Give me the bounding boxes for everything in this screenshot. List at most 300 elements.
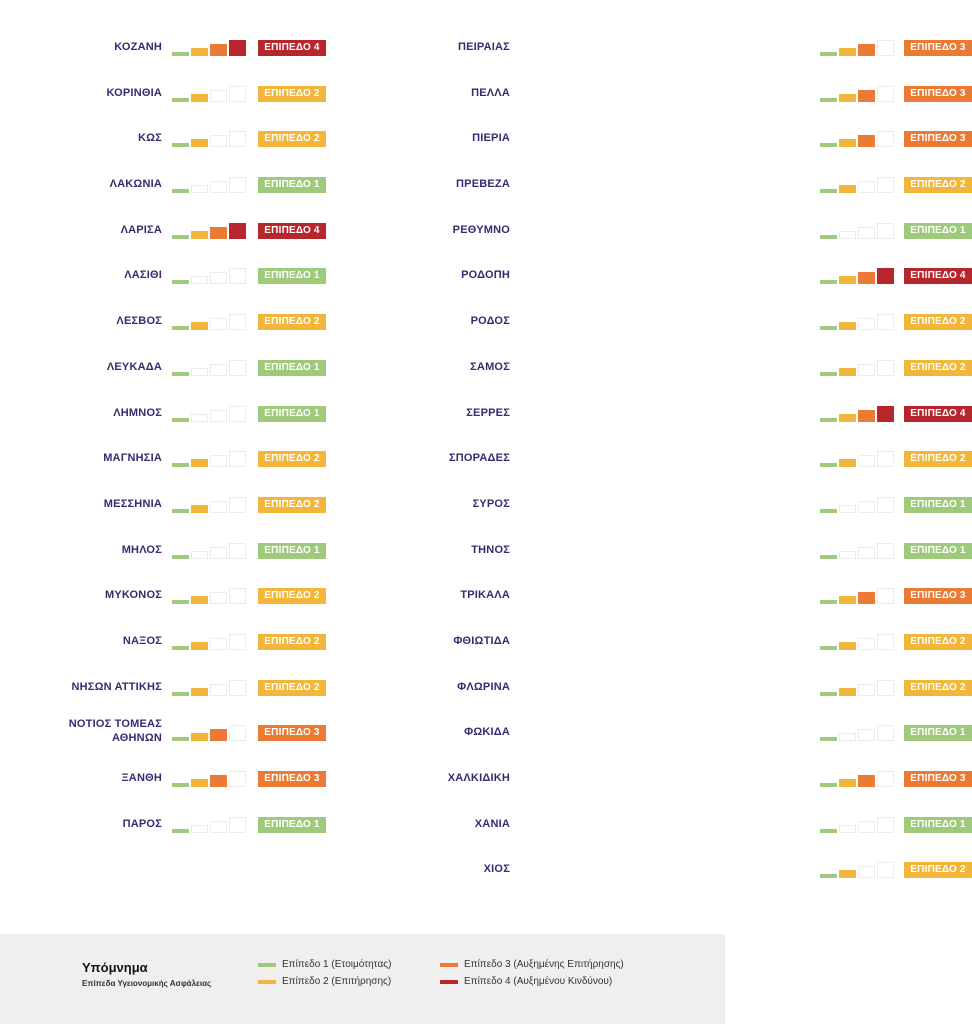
region-row xyxy=(330,26,966,72)
level-meter-segment-3 xyxy=(210,44,227,56)
region-name: ΞΑΝΘΗ xyxy=(121,772,162,784)
level-meter-segment-1 xyxy=(172,463,189,467)
level-meter-segment-4 xyxy=(229,543,246,559)
region-row xyxy=(330,529,966,575)
level-meter-segment-3 xyxy=(858,181,875,193)
level-meter-segment-4 xyxy=(229,360,246,376)
level-meter-segment-3 xyxy=(210,592,227,604)
region-row xyxy=(330,666,966,712)
region-name: ΣΥΡΟΣ xyxy=(472,497,510,510)
level-meter-segment-2 xyxy=(839,139,856,147)
level-meter-segment-4 xyxy=(877,543,894,559)
level-meter-segment-2 xyxy=(839,825,856,833)
level-meter-segment-4 xyxy=(877,817,894,833)
region-row xyxy=(0,803,330,849)
region-row xyxy=(330,848,966,894)
region-name: ΜΑΓΝΗΣΙΑ xyxy=(103,452,162,465)
level-meter-segment-4 xyxy=(877,725,894,741)
region-row xyxy=(0,574,330,620)
region-row xyxy=(0,72,330,118)
level-meter-segment-2 xyxy=(191,825,208,833)
level-meter-segment-1 xyxy=(172,235,189,239)
level-meter-segment-2 xyxy=(839,779,856,787)
level-meter-segment-2 xyxy=(839,688,856,696)
level-meter-segment-3 xyxy=(858,821,875,833)
region-row xyxy=(330,803,966,849)
region-name: ΤΡΙΚΑΛΑ xyxy=(460,589,510,602)
region-row xyxy=(330,163,966,209)
level-badge: ΕΠΙΠΕΔΟ 2 xyxy=(258,634,326,650)
level-meter-segment-2 xyxy=(191,688,208,696)
level-meter-segment-4 xyxy=(877,314,894,330)
region-row xyxy=(330,254,966,300)
level-meter xyxy=(172,264,246,284)
level-meter xyxy=(820,36,894,56)
region-name: ΚΩΣ xyxy=(138,132,162,145)
level-badge: ΕΠΙΠΕΔΟ 2 xyxy=(904,862,972,878)
region-row xyxy=(330,209,966,255)
region-row xyxy=(0,437,330,483)
level-meter-segment-4 xyxy=(877,223,894,239)
level-meter-segment-3 xyxy=(210,90,227,102)
level-meter-segment-2 xyxy=(839,459,856,467)
level-meter-segment-4 xyxy=(877,451,894,467)
region-row xyxy=(330,346,966,392)
level-meter-segment-4 xyxy=(229,497,246,513)
level-meter-segment-3 xyxy=(210,547,227,559)
region-row xyxy=(0,620,330,666)
level-meter-segment-1 xyxy=(820,829,837,833)
region-name: ΠΕΙΡΑΙΑΣ xyxy=(457,41,510,53)
level-meter xyxy=(172,36,246,56)
region-row xyxy=(0,300,330,346)
level-meter-segment-1 xyxy=(172,783,189,787)
level-meter xyxy=(172,584,246,604)
level-meter-segment-4 xyxy=(877,177,894,193)
level-meter xyxy=(172,767,246,787)
level-meter xyxy=(820,402,894,422)
level-meter-segment-2 xyxy=(839,642,856,650)
region-name: ΛΑΚΩΝΙΑ xyxy=(109,178,162,191)
region-name: ΜΗΛΟΣ xyxy=(121,543,162,556)
level-meter xyxy=(820,310,894,330)
region-row xyxy=(330,711,966,757)
level-2-swatch xyxy=(258,980,276,984)
level-badge: ΕΠΙΠΕΔΟ 2 xyxy=(258,680,326,696)
level-meter-segment-2 xyxy=(839,551,856,559)
region-row xyxy=(330,574,966,620)
level-badge: ΕΠΙΠΕΔΟ 2 xyxy=(904,634,972,650)
level-meter-segment-4 xyxy=(229,588,246,604)
region-name: ΦΩΚΙΔΑ xyxy=(464,726,510,739)
level-badge: ΕΠΙΠΕΔΟ 1 xyxy=(258,817,326,833)
level-badge: ΕΠΙΠΕΔΟ 4 xyxy=(258,40,326,56)
region-row xyxy=(330,483,966,529)
level-badge: ΕΠΙΠΕΔΟ 2 xyxy=(258,86,326,102)
level-meter-segment-3 xyxy=(210,410,227,422)
level-meter-segment-3 xyxy=(210,364,227,376)
level-badge: ΕΠΙΠΕΔΟ 2 xyxy=(904,177,972,193)
level-meter xyxy=(820,356,894,376)
level-meter-segment-4 xyxy=(877,268,894,284)
level-meter-segment-1 xyxy=(172,52,189,56)
level-meter-segment-2 xyxy=(191,276,208,284)
level-meter xyxy=(172,82,246,102)
level-meter-segment-2 xyxy=(191,139,208,147)
level-meter-segment-3 xyxy=(210,135,227,147)
legend-label: Επίπεδο 3 (Αυξημένης Επιτήρησης) xyxy=(464,959,624,970)
level-badge: ΕΠΙΠΕΔΟ 1 xyxy=(904,543,972,559)
level-meter-segment-3 xyxy=(210,684,227,696)
level-meter xyxy=(172,630,246,650)
level-meter xyxy=(172,356,246,376)
level-meter-segment-1 xyxy=(820,463,837,467)
level-meter xyxy=(820,447,894,467)
level-meter-segment-1 xyxy=(172,326,189,330)
region-row xyxy=(0,163,330,209)
level-badge: ΕΠΙΠΕΔΟ 2 xyxy=(904,680,972,696)
region-name: ΝΑΞΟΣ xyxy=(122,634,162,647)
level-meter-segment-2 xyxy=(839,368,856,376)
level-meter-segment-2 xyxy=(191,185,208,193)
level-meter-segment-4 xyxy=(877,771,894,787)
level-badge: ΕΠΙΠΕΔΟ 4 xyxy=(258,223,326,239)
level-badge: ΕΠΙΠΕΔΟ 4 xyxy=(904,268,972,284)
level-badge: ΕΠΙΠΕΔΟ 1 xyxy=(258,360,326,376)
level-meter-segment-2 xyxy=(191,48,208,56)
level-meter-segment-3 xyxy=(210,227,227,239)
right-column xyxy=(330,26,966,894)
level-badge: ΕΠΙΠΕΔΟ 2 xyxy=(258,314,326,330)
level-meter-segment-2 xyxy=(839,185,856,193)
region-row xyxy=(330,620,966,666)
level-meter xyxy=(820,721,894,741)
legend-subtitle: Επίπεδα Υγειονομικής Ασφάλειας xyxy=(82,979,212,988)
level-meter xyxy=(820,858,894,878)
level-meter-segment-3 xyxy=(858,501,875,513)
region-name: ΡΟΔΟΣ xyxy=(470,315,510,328)
region-name: ΝΗΣΩΝ ΑΤΤΙΚΗΣ xyxy=(71,680,162,693)
region-row xyxy=(0,346,330,392)
level-meter-segment-2 xyxy=(191,596,208,604)
level-badge: ΕΠΙΠΕΔΟ 1 xyxy=(904,497,972,513)
level-meter-segment-1 xyxy=(820,509,837,513)
region-name: ΣΕΡΡΕΣ xyxy=(466,406,510,419)
level-meter-segment-3 xyxy=(858,455,875,467)
level-meter xyxy=(820,630,894,650)
legend xyxy=(0,934,725,1024)
level-meter-segment-3 xyxy=(858,410,875,422)
level-meter-segment-1 xyxy=(820,418,837,422)
legend-item-level-3 xyxy=(440,959,624,970)
level-meter-segment-2 xyxy=(191,779,208,787)
level-meter xyxy=(820,493,894,513)
level-meter-segment-2 xyxy=(839,322,856,330)
level-meter xyxy=(172,721,246,741)
level-meter-segment-1 xyxy=(172,555,189,559)
level-meter-segment-1 xyxy=(820,737,837,741)
level-badge: ΕΠΙΠΕΔΟ 2 xyxy=(258,451,326,467)
region-row xyxy=(330,437,966,483)
level-badge: ΕΠΙΠΕΔΟ 3 xyxy=(258,771,326,787)
level-meter-segment-1 xyxy=(820,692,837,696)
region-row xyxy=(0,254,330,300)
region-name: ΠΕΛΛΑ xyxy=(471,86,510,99)
level-meter-segment-4 xyxy=(877,360,894,376)
level-meter-segment-4 xyxy=(229,86,246,102)
region-name: ΤΗΝΟΣ xyxy=(471,543,510,556)
level-badge: ΕΠΙΠΕΔΟ 2 xyxy=(904,451,972,467)
level-meter-segment-1 xyxy=(820,326,837,330)
legend-label: Επίπεδο 4 (Αυξημένου Κινδύνου) xyxy=(464,976,613,987)
level-meter-segment-2 xyxy=(191,322,208,330)
level-3-swatch xyxy=(440,963,458,967)
level-meter-segment-2 xyxy=(839,596,856,604)
region-row xyxy=(0,666,330,712)
level-meter-segment-1 xyxy=(820,143,837,147)
level-meter-segment-3 xyxy=(210,272,227,284)
level-meter-segment-4 xyxy=(877,406,894,422)
level-meter-segment-1 xyxy=(172,98,189,102)
region-row xyxy=(0,392,330,438)
legend-title: Υπόμνημα xyxy=(82,960,148,975)
level-badge: ΕΠΙΠΕΔΟ 2 xyxy=(904,360,972,376)
level-meter xyxy=(820,767,894,787)
level-badge: ΕΠΙΠΕΔΟ 1 xyxy=(904,223,972,239)
level-meter-segment-3 xyxy=(858,44,875,56)
level-badge: ΕΠΙΠΕΔΟ 1 xyxy=(258,268,326,284)
level-meter-segment-2 xyxy=(839,505,856,513)
region-name: ΛΑΣΙΘΙ xyxy=(124,269,162,282)
level-meter-segment-1 xyxy=(172,737,189,741)
level-meter-segment-3 xyxy=(210,455,227,467)
level-meter-segment-1 xyxy=(172,418,189,422)
level-meter xyxy=(820,676,894,696)
region-name: ΡΟΔΟΠΗ xyxy=(461,269,510,282)
level-meter-segment-1 xyxy=(820,555,837,559)
level-meter-segment-2 xyxy=(839,870,856,878)
level-meter xyxy=(172,219,246,239)
region-name: ΧΙΟΣ xyxy=(483,863,510,876)
level-meter-segment-3 xyxy=(858,592,875,604)
level-meter xyxy=(172,493,246,513)
level-1-swatch xyxy=(258,963,276,967)
region-row xyxy=(330,117,966,163)
level-meter-segment-4 xyxy=(229,634,246,650)
level-badge: ΕΠΙΠΕΔΟ 1 xyxy=(258,543,326,559)
region-name: ΛΗΜΝΟΣ xyxy=(113,406,162,419)
level-meter-segment-1 xyxy=(172,646,189,650)
left-column xyxy=(0,26,330,848)
level-meter-segment-1 xyxy=(820,98,837,102)
region-row xyxy=(330,72,966,118)
level-meter-segment-4 xyxy=(229,131,246,147)
level-badge: ΕΠΙΠΕΔΟ 3 xyxy=(904,771,972,787)
level-meter-segment-2 xyxy=(191,642,208,650)
level-meter xyxy=(820,219,894,239)
level-meter-segment-2 xyxy=(191,459,208,467)
level-meter-segment-2 xyxy=(191,733,208,741)
level-badge: ΕΠΙΠΕΔΟ 1 xyxy=(258,177,326,193)
level-badge: ΕΠΙΠΕΔΟ 2 xyxy=(258,497,326,513)
region-row xyxy=(0,757,330,803)
level-4-swatch xyxy=(440,980,458,984)
level-meter-segment-4 xyxy=(229,177,246,193)
region-name: ΜΥΚΟΝΟΣ xyxy=(105,589,162,602)
level-meter-segment-4 xyxy=(229,314,246,330)
region-name: ΝΟΤΙΟΣ ΤΟΜΕΑΣ ΑΘΗΝΩΝ xyxy=(68,718,162,745)
level-meter-segment-3 xyxy=(858,227,875,239)
level-meter-segment-3 xyxy=(858,318,875,330)
region-row xyxy=(330,392,966,438)
region-name: ΚΟΡΙΝΘΙΑ xyxy=(106,86,162,99)
level-meter-segment-3 xyxy=(210,318,227,330)
level-meter-segment-4 xyxy=(229,680,246,696)
level-meter-segment-3 xyxy=(858,866,875,878)
region-row xyxy=(0,209,330,255)
level-meter-segment-2 xyxy=(839,276,856,284)
level-meter-segment-3 xyxy=(858,90,875,102)
level-meter-segment-2 xyxy=(191,94,208,102)
level-meter-segment-1 xyxy=(172,829,189,833)
region-name: ΜΕΣΣΗΝΙΑ xyxy=(103,497,162,510)
level-meter-segment-1 xyxy=(820,372,837,376)
region-name: ΠΑΡΟΣ xyxy=(122,817,162,830)
region-row xyxy=(330,757,966,803)
level-meter-segment-3 xyxy=(858,638,875,650)
level-meter xyxy=(172,402,246,422)
level-meter-segment-1 xyxy=(820,235,837,239)
level-meter-segment-4 xyxy=(877,86,894,102)
region-name: ΚΟΖΑΝΗ xyxy=(114,41,162,53)
level-badge: ΕΠΙΠΕΔΟ 3 xyxy=(258,725,326,741)
region-row xyxy=(0,483,330,529)
level-meter-segment-1 xyxy=(172,692,189,696)
level-meter-segment-1 xyxy=(172,280,189,284)
level-meter xyxy=(820,82,894,102)
level-meter-segment-3 xyxy=(210,501,227,513)
level-meter-segment-1 xyxy=(172,600,189,604)
level-meter-segment-1 xyxy=(172,143,189,147)
level-meter-segment-2 xyxy=(191,368,208,376)
level-meter-segment-4 xyxy=(877,862,894,878)
region-name: ΛΕΣΒΟΣ xyxy=(116,315,162,328)
level-meter-segment-3 xyxy=(858,547,875,559)
level-meter-segment-1 xyxy=(172,372,189,376)
level-meter xyxy=(820,813,894,833)
level-meter-segment-2 xyxy=(839,94,856,102)
level-meter-segment-3 xyxy=(858,135,875,147)
level-meter-segment-4 xyxy=(229,406,246,422)
level-meter-segment-4 xyxy=(229,725,246,741)
level-meter-segment-3 xyxy=(210,775,227,787)
level-meter-segment-1 xyxy=(820,874,837,878)
level-meter-segment-3 xyxy=(210,638,227,650)
legend-label: Επίπεδο 1 (Ετοιμότητας) xyxy=(282,959,392,970)
level-meter-segment-1 xyxy=(820,783,837,787)
legend-item-level-4 xyxy=(440,976,612,987)
level-badge: ΕΠΙΠΕΔΟ 2 xyxy=(904,314,972,330)
level-meter xyxy=(172,127,246,147)
region-row xyxy=(330,300,966,346)
level-meter-segment-3 xyxy=(858,729,875,741)
level-meter-segment-3 xyxy=(210,729,227,741)
level-meter-segment-4 xyxy=(877,131,894,147)
level-badge: ΕΠΙΠΕΔΟ 1 xyxy=(904,817,972,833)
level-meter-segment-2 xyxy=(191,231,208,239)
level-meter-segment-4 xyxy=(877,634,894,650)
legend-item-level-2 xyxy=(258,976,391,987)
level-meter xyxy=(172,539,246,559)
level-badge: ΕΠΙΠΕΔΟ 2 xyxy=(258,131,326,147)
legend-label: Επίπεδο 2 (Επιτήρησης) xyxy=(282,976,392,987)
level-meter xyxy=(172,447,246,467)
level-meter-segment-3 xyxy=(858,364,875,376)
level-meter-segment-3 xyxy=(858,775,875,787)
level-meter-segment-4 xyxy=(229,223,246,239)
region-name: ΧΑΛΚΙΔΙΚΗ xyxy=(447,772,510,784)
level-meter-segment-3 xyxy=(210,821,227,833)
level-badge: ΕΠΙΠΕΔΟ 3 xyxy=(904,131,972,147)
region-name: ΛΑΡΙΣΑ xyxy=(120,223,162,236)
level-meter xyxy=(172,310,246,330)
region-name: ΦΛΩΡΙΝΑ xyxy=(457,680,510,693)
level-meter-segment-2 xyxy=(191,551,208,559)
region-name: ΠΙΕΡΙΑ xyxy=(472,132,510,145)
level-badge: ΕΠΙΠΕΔΟ 3 xyxy=(904,588,972,604)
level-meter-segment-3 xyxy=(858,684,875,696)
level-meter-segment-2 xyxy=(839,48,856,56)
level-meter-segment-2 xyxy=(191,414,208,422)
level-meter xyxy=(172,676,246,696)
level-badge: ΕΠΙΠΕΔΟ 3 xyxy=(904,86,972,102)
region-name: ΣΑΜΟΣ xyxy=(470,360,510,373)
region-row xyxy=(0,711,330,757)
level-meter-segment-3 xyxy=(858,272,875,284)
level-badge: ΕΠΙΠΕΔΟ 1 xyxy=(904,725,972,741)
region-row xyxy=(0,26,330,72)
level-meter-segment-4 xyxy=(877,680,894,696)
level-meter xyxy=(172,173,246,193)
level-meter-segment-1 xyxy=(820,189,837,193)
level-badge: ΕΠΙΠΕΔΟ 4 xyxy=(904,406,972,422)
level-meter-segment-4 xyxy=(877,588,894,604)
level-meter-segment-4 xyxy=(229,817,246,833)
level-meter-segment-1 xyxy=(820,600,837,604)
level-meter-segment-1 xyxy=(820,280,837,284)
level-meter-segment-4 xyxy=(229,771,246,787)
region-name: ΡΕΘΥΜΝΟ xyxy=(452,223,510,236)
level-meter-segment-2 xyxy=(191,505,208,513)
level-meter-segment-2 xyxy=(839,414,856,422)
region-name: ΛΕΥΚΑΔΑ xyxy=(106,360,162,373)
level-meter-segment-4 xyxy=(229,268,246,284)
region-name: ΧΑΝΙΑ xyxy=(474,817,510,830)
level-meter-segment-1 xyxy=(820,646,837,650)
level-meter-segment-2 xyxy=(839,733,856,741)
level-meter-segment-4 xyxy=(229,40,246,56)
level-badge: ΕΠΙΠΕΔΟ 3 xyxy=(904,40,972,56)
level-meter xyxy=(820,539,894,559)
level-meter-segment-1 xyxy=(172,509,189,513)
level-meter-segment-1 xyxy=(172,189,189,193)
level-badge: ΕΠΙΠΕΔΟ 2 xyxy=(258,588,326,604)
level-meter-segment-4 xyxy=(877,497,894,513)
region-row xyxy=(0,529,330,575)
level-meter-segment-4 xyxy=(877,40,894,56)
level-meter-segment-3 xyxy=(210,181,227,193)
level-meter xyxy=(820,127,894,147)
